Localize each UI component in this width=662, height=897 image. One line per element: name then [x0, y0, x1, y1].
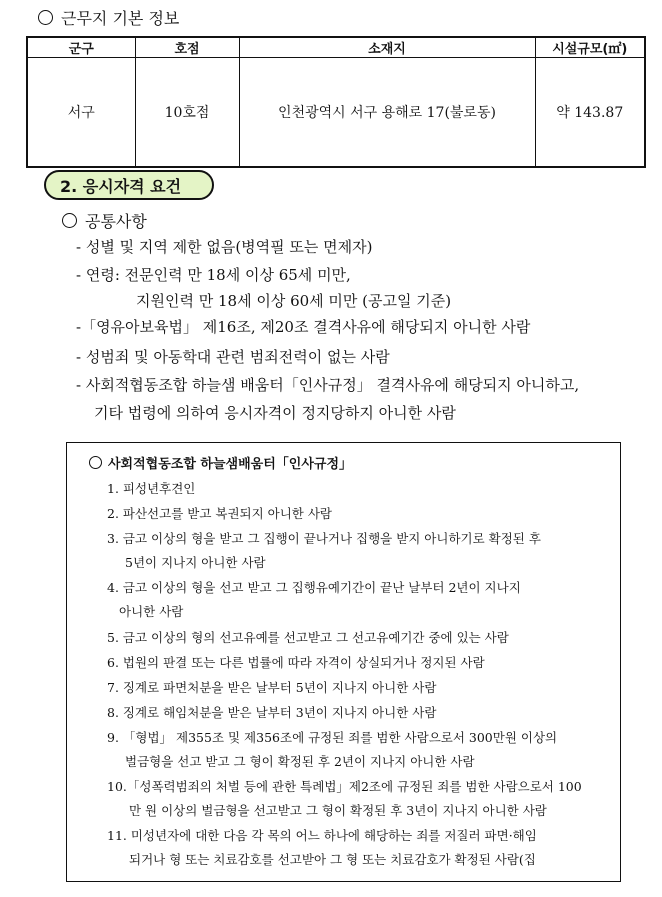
workplace-info-table: [26, 36, 646, 168]
list-item: 아니한 사람: [119, 604, 184, 619]
list-item: 8. 징계로 해임처분을 받은 날부터 3년이 지나지 아니한 사람: [107, 705, 437, 720]
list-item: 벌금형을 선고 받고 그 형이 확정된 후 2년이 지나지 아니한 사람: [125, 754, 475, 769]
header-facility-size: 시설규모(㎡): [535, 37, 645, 58]
table-row: [27, 58, 645, 168]
requirement-line: - 성범죄 및 아동학대 관련 범죄전력이 없는 사람: [76, 348, 390, 366]
section-heading-workplace-info: [38, 6, 179, 29]
header-branch: 호점: [135, 37, 239, 58]
list-item: 9. 「형법」 제355조 및 제356조에 규정된 죄를 범한 사람으로서 300만원 이상의: [107, 730, 558, 745]
cell-address: 인천광역시 서구 용해로 17(불로동): [239, 58, 535, 168]
list-item: 5. 금고 이상의 형의 선고유예를 선고받고 그 선고유예기간 중에 있는 사람: [107, 630, 509, 645]
subheading-common: [62, 209, 147, 232]
subheading-label: 공통사항: [85, 212, 147, 231]
box-title: [89, 453, 352, 472]
header-district: 군구: [27, 37, 135, 58]
list-item: 11. 미성년자에 대한 다음 각 목의 어느 하나에 해당하는 죄를 저질러 파면·해임: [107, 828, 537, 843]
circle-bullet-icon: [38, 10, 53, 25]
list-item: 2. 파산선고를 받고 복권되지 아니한 사람: [107, 506, 332, 521]
requirement-line: - 연령: 전문인력 만 18세 이상 65세 미만,: [76, 266, 351, 284]
cell-district: 서구: [27, 58, 135, 168]
requirement-line: 기타 법령에 의하여 응시자격이 정지당하지 아니한 사람: [94, 404, 456, 422]
list-item: 7. 징계로 파면처분을 받은 날부터 5년이 지나지 아니한 사람: [107, 680, 437, 695]
list-item: 3. 금고 이상의 형을 받고 그 집행이 끝나거나 집행을 받지 아니하기로 확정된 후: [107, 531, 541, 546]
cell-branch: 10호점: [135, 58, 239, 168]
circle-bullet-icon: [62, 213, 77, 228]
list-item: 5년이 지나지 아니한 사람: [125, 555, 266, 570]
table-header-row: [27, 37, 645, 58]
header-address: 소재지: [239, 37, 535, 58]
circle-bullet-icon: [89, 456, 102, 469]
section-pill-eligibility: 2. 응시자격 요건: [44, 170, 214, 200]
list-item: 1. 피성년후견인: [107, 481, 196, 496]
box-title-text: 사회적협동조합 하늘샘배움터「인사규정」: [108, 457, 353, 472]
personnel-rules-box: [66, 442, 621, 882]
requirement-line: 지원인력 만 18세 이상 60세 미만 (공고일 기준): [136, 292, 452, 310]
list-item: 6. 법원의 판결 또는 다른 법률에 따라 자격이 상실되거나 정지된 사람: [107, 655, 485, 670]
list-item: 만 원 이상의 벌금형을 선고받고 그 형이 확정된 후 3년이 지나지 아니한 사람: [129, 803, 547, 818]
requirement-line: - 성별 및 지역 제한 없음(병역필 또는 면제자): [76, 238, 373, 256]
list-item: 4. 금고 이상의 형을 선고 받고 그 집행유예기간이 끝난 날부터 2년이 지나지: [107, 580, 521, 595]
list-item: 되거나 형 또는 치료감호를 선고받아 그 형 또는 치료감호가 확정된 사람(집: [129, 852, 536, 867]
section-title: 근무지 기본 정보: [61, 9, 180, 28]
requirement-line: -「영유아보육법」 제16조, 제20조 결격사유에 해당되지 아니한 사람: [76, 318, 531, 336]
requirement-line: - 사회적협동조합 하늘샘 배움터「인사규정」 결격사유에 해당되지 아니하고,: [76, 376, 580, 394]
cell-facility-size: 약 143.87: [535, 58, 645, 168]
list-item: 10.「성폭력범죄의 처벌 등에 관한 특례법」제2조에 규정된 죄를 범한 사람으로서 100: [107, 779, 582, 794]
